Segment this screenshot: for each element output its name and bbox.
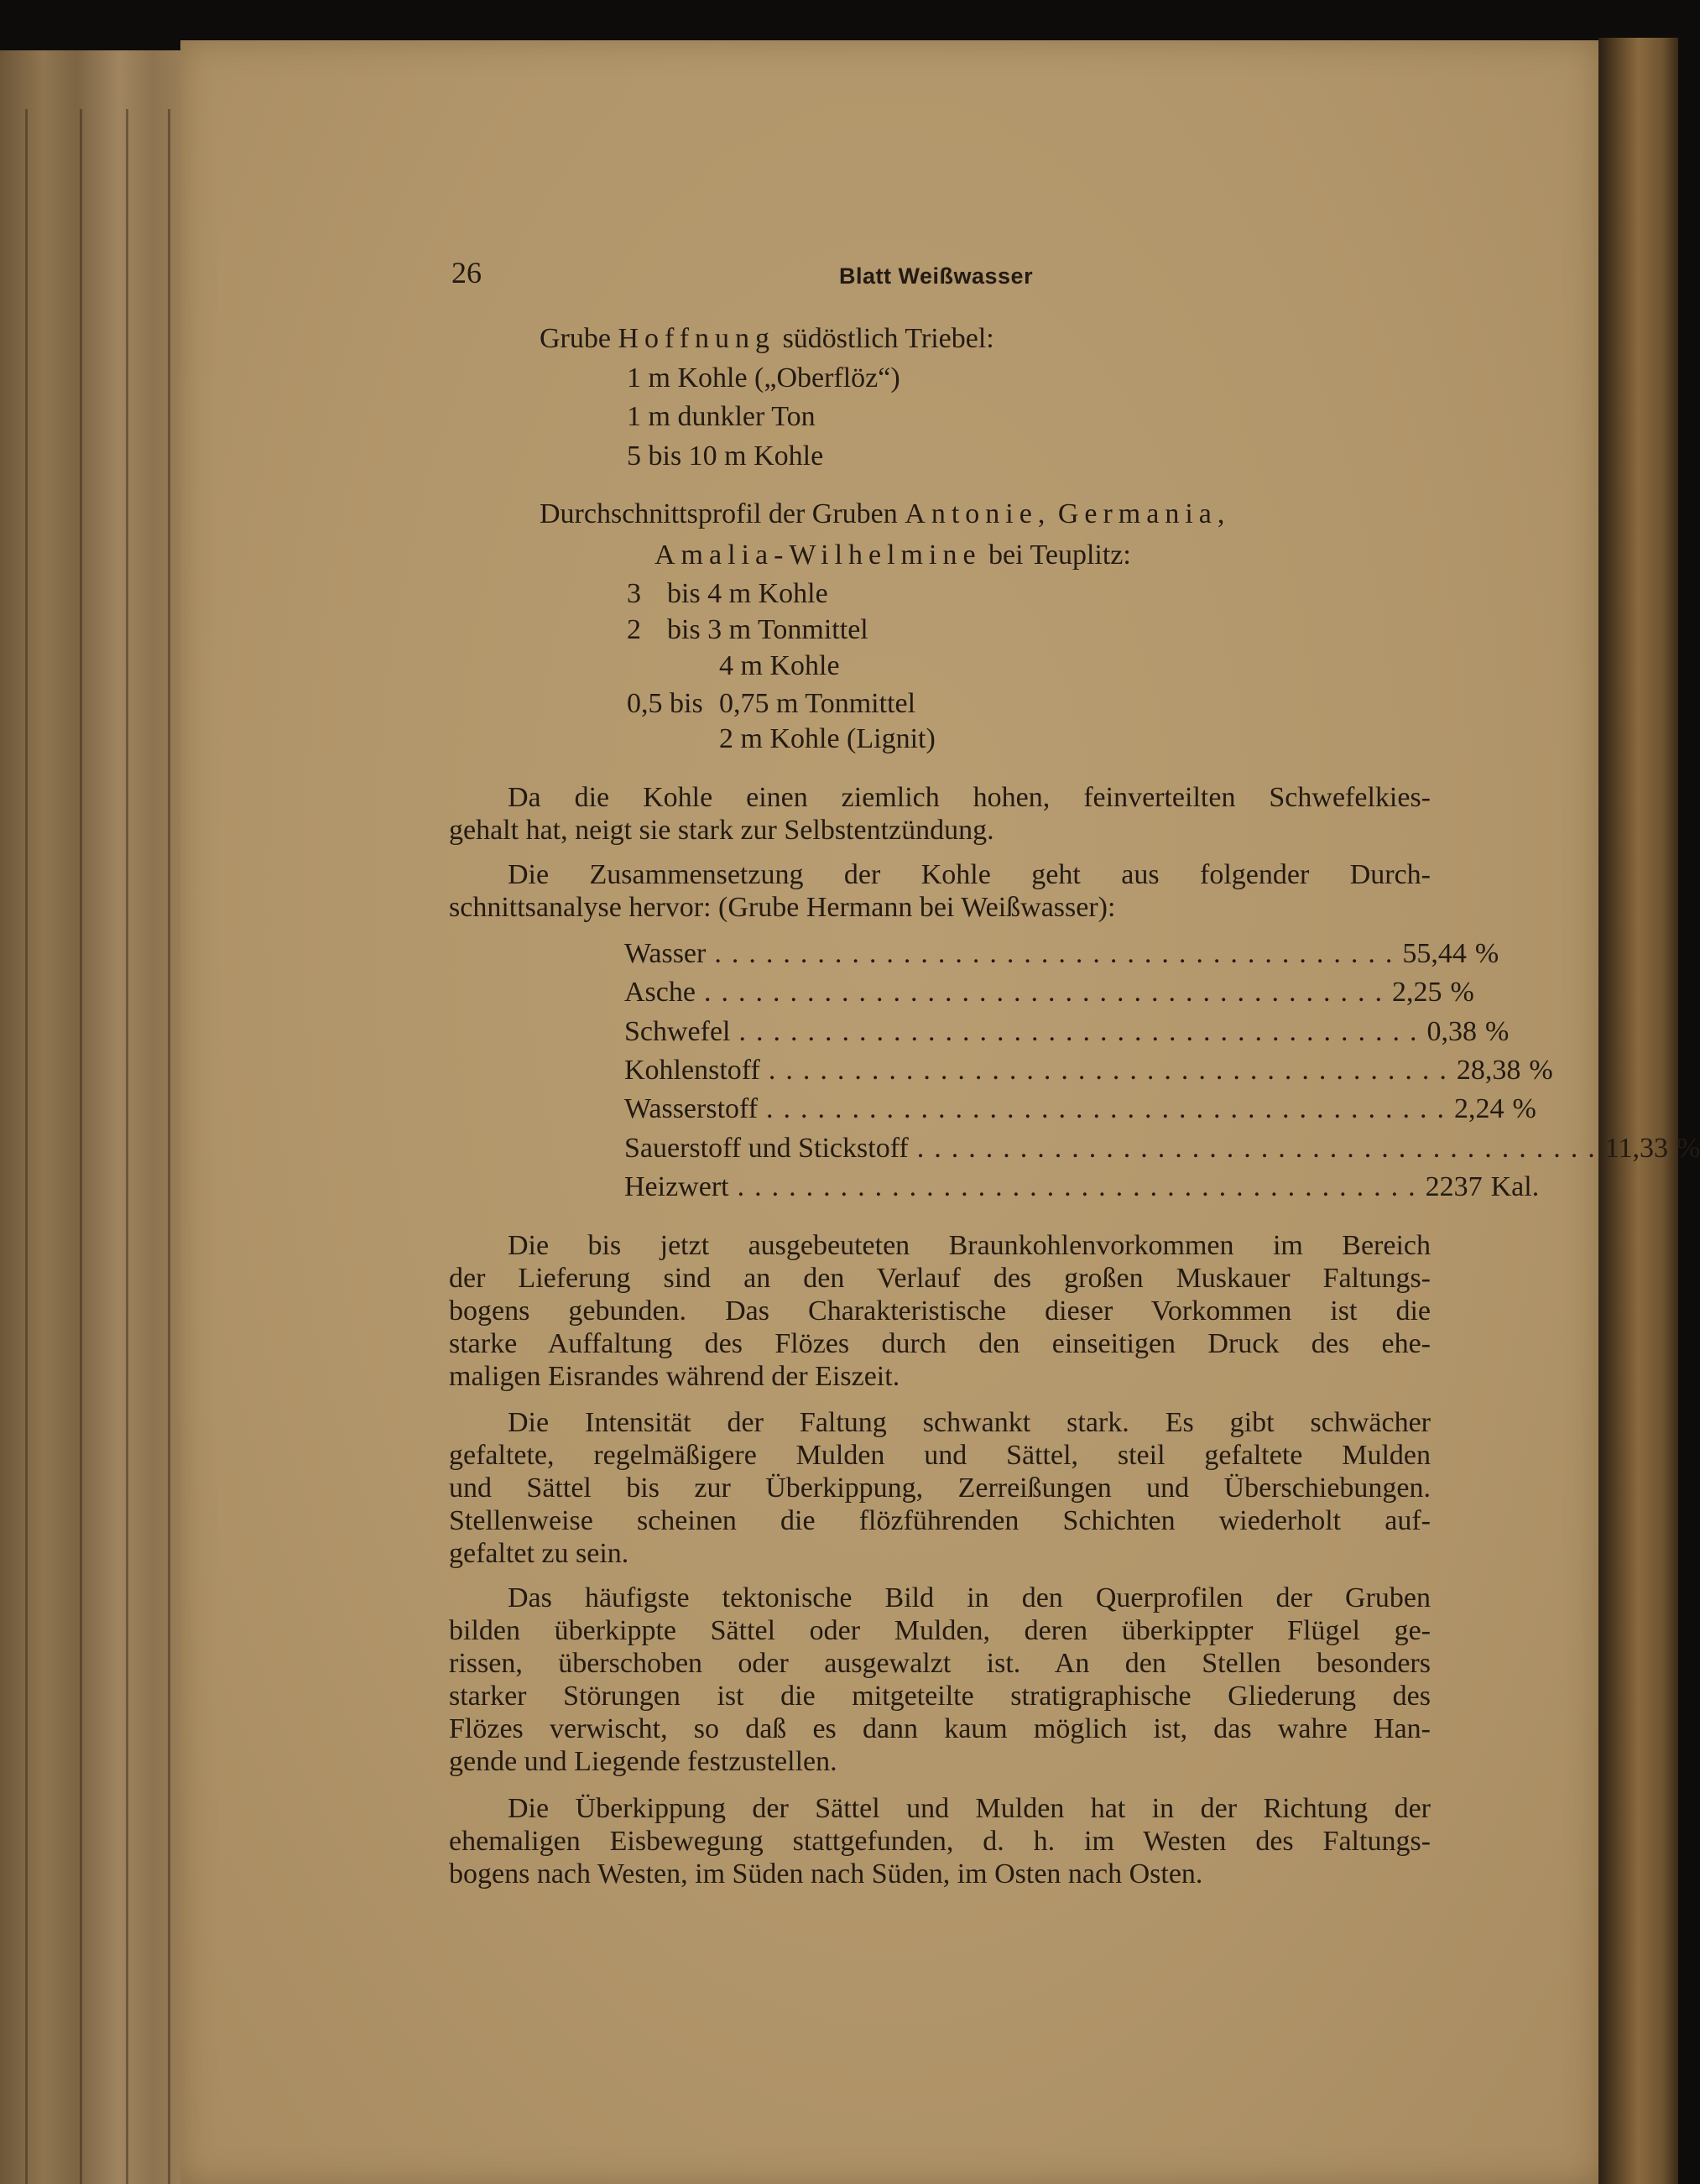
paragraph: [449, 781, 1431, 847]
edge-line: [80, 109, 82, 2184]
text-line: gende und Liegende festzustellen.: [449, 1746, 837, 1777]
analysis-row: [624, 1129, 1700, 1168]
analysis-row: [624, 1090, 1536, 1128]
heading-text: südöstlich Triebel:: [775, 323, 994, 354]
profile-item-text: 4 m Kohle: [719, 650, 840, 681]
spaced-name: Antonie,: [905, 498, 1051, 529]
heading-text: bei Teuplitz:: [981, 539, 1131, 571]
text-line: starker Störungen ist die mitgeteilte stratigraphische Gliederung des: [449, 1681, 1431, 1712]
text-line: rissen, überschoben oder ausgewalzt ist. An den Stellen besonders: [449, 1648, 1431, 1679]
text-line: und Sättel bis zur Überkippung, Zerreißungen und Überschiebungen.: [449, 1473, 1431, 1504]
text-line: der Lieferung sind an den Verlauf des großen Muskauer Faltungs-: [449, 1263, 1431, 1294]
profile-item: 5 bis 10 m Kohle: [627, 440, 824, 472]
text-line: Flözes verwischt, so daß es dann kaum möglich ist, das wahre Han-: [449, 1713, 1431, 1744]
dot-leader: ........................................: [703, 977, 1392, 1009]
profile-item: 1 m dunkler Ton: [627, 401, 816, 432]
edge-line: [168, 109, 170, 2184]
text-line: gefaltet zu sein.: [449, 1538, 629, 1569]
analysis-value: 55,44: [1402, 938, 1467, 969]
dot-leader: ........................................: [766, 1093, 1455, 1125]
analysis-value: 0,38: [1426, 1015, 1478, 1047]
spaced-name: Hoffnung: [618, 323, 776, 354]
analysis-row: [624, 1168, 1540, 1207]
page-number: 26: [451, 256, 482, 289]
analysis-value: 2237: [1425, 1170, 1483, 1202]
text-line: Da die Kohle einen ziemlich hohen, feinverteilten Schwefelkies-: [508, 782, 1431, 813]
paragraph: [449, 858, 1431, 924]
text-line: Stellenweise scheinen die flözführenden Schichten wiederholt auf-: [449, 1505, 1431, 1536]
profile-item-text: 0,75 m Tonmittel: [719, 688, 916, 719]
profile-item-amount: 0,5 bis: [627, 688, 703, 719]
dot-leader: ........................................: [916, 1132, 1605, 1164]
text-line: Die Überkippung der Sättel und Mulden hat in der Richtung der: [508, 1793, 1431, 1824]
analysis-unit: %: [1450, 977, 1474, 1009]
spaced-name: Germania,: [1057, 498, 1231, 529]
text-line: gefaltete, regelmäßigere Mulden und Sättel, steil gefaltete Mulden: [449, 1440, 1431, 1471]
dot-leader: ........................................: [738, 1015, 1427, 1047]
heading-text: Grube: [540, 323, 618, 354]
text-line: starke Auffaltung des Flözes durch den einseitigen Druck des ehe-: [449, 1328, 1431, 1359]
paragraph: [449, 1792, 1431, 1890]
analysis-label: Schwefel: [624, 1015, 731, 1047]
analysis-row: [624, 935, 1499, 973]
analysis-label: Sauerstoff und Stickstoff: [624, 1132, 909, 1164]
analysis-label: Heizwert: [624, 1170, 729, 1202]
analysis-unit: %: [1485, 1015, 1510, 1047]
analysis-value: 28,38: [1456, 1054, 1521, 1086]
text-line: bogens gebunden. Das Charakteristische dieser Vorkommen ist die: [449, 1295, 1431, 1327]
dot-leader: ........................................: [768, 1054, 1457, 1086]
adjacent-page-edge: [1598, 38, 1678, 2184]
analysis-unit: %: [1529, 1054, 1553, 1086]
profile-item-text: bis 3 m Tonmittel: [667, 614, 868, 645]
analysis-value: 11,33: [1604, 1132, 1668, 1164]
section2-heading-line2: [654, 539, 1131, 571]
analysis-unit: Kal.: [1490, 1170, 1540, 1202]
profile-item-text: 2 m Kohle (Lignit): [719, 723, 936, 754]
analysis-unit: %: [1512, 1093, 1536, 1125]
paragraph: [449, 1229, 1431, 1393]
spaced-name: Amalia-Wilhelmine: [654, 539, 982, 571]
text-line: ehemaligen Eisbewegung stattgefunden, d. h. im Westen des Faltungs-: [449, 1826, 1431, 1857]
section2-heading-line1: [540, 498, 1230, 530]
analysis-label: Asche: [624, 977, 696, 1009]
text-line: schnittsanalyse hervor: (Grube Hermann bei Weißwasser):: [449, 892, 1116, 923]
analysis-label: Wasserstoff: [624, 1093, 759, 1125]
profile-item: 1 m Kohle („Oberflöz“): [627, 362, 900, 394]
analysis-unit: %: [1676, 1132, 1700, 1164]
text-line: Das häufigste tektonische Bild in den Querprofilen der Gruben: [508, 1582, 1431, 1613]
text-line: Die Intensität der Faltung schwankt stark. Es gibt schwächer: [508, 1407, 1431, 1438]
analysis-label: Kohlenstoff: [624, 1054, 760, 1086]
paragraph: [449, 1406, 1431, 1570]
edge-line: [25, 109, 28, 2184]
paragraph: [449, 1582, 1431, 1778]
profile-item-text: bis 4 m Kohle: [667, 578, 828, 609]
running-header: Blatt Weißwasser: [839, 263, 1034, 289]
text-line: bilden überkippte Sättel oder Mulden, deren überkippter Flügel ge-: [449, 1615, 1431, 1646]
text-line: maligen Eisrandes während der Eiszeit.: [449, 1361, 900, 1392]
analysis-value: 2,25: [1391, 977, 1442, 1009]
profile-item-amount: 2: [627, 614, 641, 645]
analysis-row: [624, 973, 1474, 1012]
dot-leader: ........................................: [714, 938, 1403, 969]
text-line: gehalt hat, neigt sie stark zur Selbstentzündung.: [449, 815, 994, 846]
dot-leader: ........................................: [737, 1170, 1426, 1202]
analysis-row: [624, 1013, 1510, 1051]
text-line: Die bis jetzt ausgebeuteten Braunkohlenvorkommen im Bereich: [508, 1230, 1431, 1261]
analysis-unit: %: [1474, 938, 1499, 969]
text-line: Die Zusammensetzung der Kohle geht aus folgender Durch-: [508, 859, 1431, 890]
heading-text: Durchschnittsprofil der Gruben: [540, 498, 905, 529]
edge-line: [126, 109, 128, 2184]
analysis-label: Wasser: [624, 938, 707, 969]
analysis-value: 2,24: [1454, 1093, 1504, 1125]
text-line: bogens nach Westen, im Süden nach Süden, im Osten nach Osten.: [449, 1858, 1203, 1889]
analysis-row: [624, 1051, 1553, 1090]
profile-item-amount: 3: [627, 578, 641, 609]
section1-heading: [540, 322, 994, 355]
